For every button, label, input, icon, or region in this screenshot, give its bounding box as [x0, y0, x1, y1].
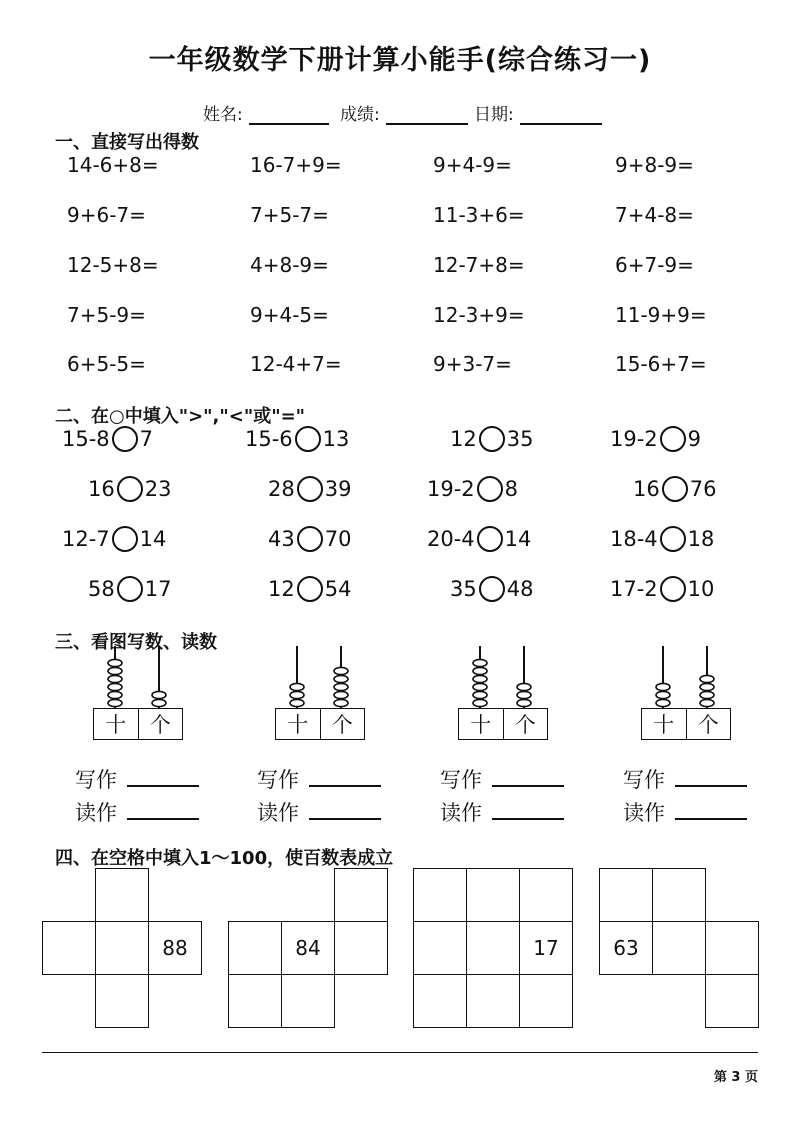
abacus-bead-ones: [517, 691, 531, 698]
hundred-chart-empty-cell[interactable]: [334, 868, 388, 922]
abacus-bead-tens: [473, 691, 487, 698]
hundred-chart-given-cell: 63: [599, 921, 653, 975]
abacus-bead-ones: [700, 699, 714, 706]
equation-item[interactable]: 11-3+6=: [433, 203, 525, 227]
hundred-chart-empty-cell[interactable]: [95, 921, 149, 975]
read-answer: [623, 797, 747, 827]
comparison-item: [427, 476, 518, 502]
comparison-left: 15-6: [245, 427, 293, 451]
answer-circle[interactable]: [297, 576, 323, 602]
abacus-bead-tens: [656, 699, 670, 706]
name-label: 姓名:: [203, 105, 243, 125]
hundred-chart-empty-cell[interactable]: [413, 921, 467, 975]
read-label: 读作: [623, 801, 665, 825]
read-answer: [440, 797, 564, 827]
hundred-chart-given-cell: 17: [519, 921, 573, 975]
comparison-right: 8: [504, 477, 519, 501]
equation-item[interactable]: 12-3+9=: [433, 303, 525, 327]
abacus: [93, 638, 181, 708]
write-label: 写作: [623, 768, 665, 792]
ones-label: 个: [320, 709, 365, 739]
answer-circle[interactable]: [112, 426, 138, 452]
tens-label: 十: [653, 713, 675, 737]
abacus-bead-tens: [108, 683, 122, 690]
abacus-bead-ones: [334, 699, 348, 706]
answer-circle[interactable]: [297, 526, 323, 552]
write-answer: [440, 764, 564, 794]
comparison-item: [62, 426, 153, 452]
answer-circle[interactable]: [660, 526, 686, 552]
comparison-right: 76: [689, 477, 717, 501]
comparison-right: 9: [687, 427, 702, 451]
tens-label: 十: [287, 713, 309, 737]
answer-circle[interactable]: [662, 476, 688, 502]
write-label: 写作: [440, 768, 482, 792]
read-answer: [257, 797, 381, 827]
comparison-item: [268, 576, 351, 602]
hundred-chart-empty-cell[interactable]: [519, 868, 573, 922]
abacus-bead-ones: [334, 675, 348, 682]
hundred-chart-empty-cell[interactable]: [42, 921, 96, 975]
equation-item[interactable]: 6+5-5=: [67, 352, 146, 376]
answer-circle[interactable]: [117, 576, 143, 602]
comparison-item: [62, 526, 166, 552]
place-value-box: [93, 708, 183, 740]
equation-item[interactable]: 12-5+8=: [67, 253, 159, 277]
write-blank[interactable]: [309, 785, 381, 787]
comparison-left: 12: [450, 427, 477, 451]
comparison-left: 12-7: [62, 527, 110, 551]
read-blank[interactable]: [309, 818, 381, 820]
comparison-left: 20-4: [427, 527, 475, 551]
comparison-right: 14: [504, 527, 532, 551]
abacus-bead-ones: [700, 691, 714, 698]
comparison-item: [633, 476, 716, 502]
abacus-bead-tens: [473, 667, 487, 674]
answer-circle[interactable]: [479, 576, 505, 602]
answer-circle[interactable]: [660, 576, 686, 602]
hundred-chart-empty-cell[interactable]: [334, 921, 388, 975]
answer-circle[interactable]: [479, 426, 505, 452]
abacus-bead-tens: [108, 675, 122, 682]
comparison-left: 15-8: [62, 427, 110, 451]
score-label: 成绩:: [340, 105, 380, 125]
ones-label: 个: [686, 709, 731, 739]
comparison-left: 16: [633, 477, 660, 501]
read-label: 读作: [257, 801, 299, 825]
hundred-chart-empty-cell[interactable]: [228, 921, 282, 975]
answer-circle[interactable]: [295, 426, 321, 452]
abacus-bead-tens: [108, 667, 122, 674]
comparison-right: 14: [139, 527, 167, 551]
abacus-bead-tens: [290, 683, 304, 690]
section1-heading: 一、直接写出得数: [55, 132, 199, 153]
hundred-chart-empty-cell[interactable]: [281, 974, 335, 1028]
comparison-item: [88, 576, 171, 602]
place-value-box: [641, 708, 731, 740]
equation-item[interactable]: 6+7-9=: [615, 253, 694, 277]
date-label: 日期:: [474, 105, 514, 125]
answer-circle[interactable]: [297, 476, 323, 502]
abacus-bead-ones: [517, 683, 531, 690]
read-label: 读作: [75, 801, 117, 825]
write-blank[interactable]: [675, 785, 747, 787]
date-field[interactable]: [474, 100, 602, 125]
comparison-item: [245, 426, 349, 452]
comparison-left: 28: [268, 477, 295, 501]
abacus-bead-ones: [517, 699, 531, 706]
comparison-right: 23: [144, 477, 172, 501]
equation-item[interactable]: 9+6-7=: [67, 203, 146, 227]
page-title: 一年级数学下册计算小能手(综合练习一): [148, 45, 652, 76]
abacus: [458, 638, 546, 708]
equation-item[interactable]: 11-9+9=: [615, 303, 707, 327]
abacus-bead-ones: [700, 675, 714, 682]
page-number: 第 3 页: [713, 1070, 758, 1085]
hundred-chart-empty-cell[interactable]: [652, 868, 706, 922]
equation-item[interactable]: 14-6+8=: [67, 153, 159, 177]
comparison-item: [427, 526, 531, 552]
read-blank[interactable]: [127, 818, 199, 820]
comparison-right: 35: [506, 427, 534, 451]
comparison-right: 54: [324, 577, 352, 601]
comparison-left: 19-2: [427, 477, 475, 501]
abacus-bead-ones: [334, 691, 348, 698]
abacus-bead-tens: [108, 699, 122, 706]
comparison-left: 12: [268, 577, 295, 601]
comparison-right: 18: [687, 527, 715, 551]
abacus: [641, 638, 729, 708]
hundred-chart-empty-cell[interactable]: [599, 868, 653, 922]
equation-item[interactable]: 9+8-9=: [615, 153, 694, 177]
equation-item[interactable]: 7+5-7=: [250, 203, 329, 227]
abacus-bead-tens: [108, 659, 122, 666]
equation-item[interactable]: 12-4+7=: [250, 352, 342, 376]
abacus-bead-ones: [334, 683, 348, 690]
answer-circle[interactable]: [477, 476, 503, 502]
comparison-item: [450, 576, 533, 602]
abacus-bead-tens: [290, 691, 304, 698]
comparison-right: 48: [506, 577, 534, 601]
section4-heading: 四、在空格中填入1～100，使百数表成立: [55, 848, 394, 869]
comparison-item: [268, 526, 351, 552]
comparison-left: 58: [88, 577, 115, 601]
comparison-item: [268, 476, 351, 502]
equation-item[interactable]: 9+3-7=: [433, 352, 512, 376]
comparison-right: 70: [324, 527, 352, 551]
hundred-chart-empty-cell[interactable]: [466, 868, 520, 922]
comparison-left: 43: [268, 527, 295, 551]
abacus: [275, 638, 363, 708]
comparison-left: 16: [88, 477, 115, 501]
write-label: 写作: [75, 768, 117, 792]
score-blank[interactable]: [386, 107, 468, 125]
answer-circle[interactable]: [117, 476, 143, 502]
read-blank[interactable]: [675, 818, 747, 820]
comparison-item: [450, 426, 533, 452]
comparison-left: 18-4: [610, 527, 658, 551]
read-answer: [75, 797, 199, 827]
write-answer: [257, 764, 381, 794]
hundred-chart-empty-cell[interactable]: [466, 974, 520, 1028]
hundred-chart-empty-cell[interactable]: [466, 921, 520, 975]
answer-circle[interactable]: [660, 426, 686, 452]
equation-item[interactable]: 9+4-5=: [250, 303, 329, 327]
read-label: 读作: [440, 801, 482, 825]
date-blank[interactable]: [520, 107, 602, 125]
hundred-chart-given-cell: 88: [148, 921, 202, 975]
name-field[interactable]: [203, 100, 329, 125]
hundred-chart-given-cell: 84: [281, 921, 335, 975]
comparison-right: 10: [687, 577, 715, 601]
ones-label: 个: [503, 709, 548, 739]
comparison-item: [610, 576, 714, 602]
comparison-item: [610, 526, 714, 552]
abacus-bead-tens: [473, 659, 487, 666]
comparison-left: 19-2: [610, 427, 658, 451]
write-label: 写作: [257, 768, 299, 792]
equation-item[interactable]: 15-6+7=: [615, 352, 707, 376]
abacus-bead-tens: [656, 683, 670, 690]
equation-item[interactable]: 16-7+9=: [250, 153, 342, 177]
score-field[interactable]: [340, 100, 468, 125]
equation-item[interactable]: 7+5-9=: [67, 303, 146, 327]
write-blank[interactable]: [492, 785, 564, 787]
hundred-chart-empty-cell[interactable]: [705, 974, 759, 1028]
abacus-bead-tens: [656, 691, 670, 698]
equation-item[interactable]: 12-7+8=: [433, 253, 525, 277]
comparison-right: 17: [144, 577, 172, 601]
equation-item[interactable]: 7+4-8=: [615, 203, 694, 227]
ones-label: 个: [138, 709, 183, 739]
hundred-chart-empty-cell[interactable]: [519, 974, 573, 1028]
write-blank[interactable]: [127, 785, 199, 787]
hundred-chart-empty-cell[interactable]: [95, 868, 149, 922]
abacus-bead-tens: [290, 699, 304, 706]
answer-circle[interactable]: [112, 526, 138, 552]
abacus-bead-tens: [108, 691, 122, 698]
equation-item[interactable]: 9+4-9=: [433, 153, 512, 177]
abacus-bead-tens: [473, 699, 487, 706]
footer-divider: [42, 1052, 758, 1053]
abacus-bead-ones: [152, 699, 166, 706]
equation-item[interactable]: 4+8-9=: [250, 253, 329, 277]
comparison-item: [88, 476, 171, 502]
hundred-chart-empty-cell[interactable]: [652, 921, 706, 975]
abacus-bead-ones: [334, 667, 348, 674]
comparison-item: [610, 426, 701, 452]
hundred-chart-empty-cell[interactable]: [413, 974, 467, 1028]
abacus-bead-tens: [473, 683, 487, 690]
abacus-bead-ones: [700, 683, 714, 690]
comparison-left: 17-2: [610, 577, 658, 601]
comparison-left: 35: [450, 577, 477, 601]
section3-heading: 三、看图写数、读数: [55, 632, 217, 653]
comparison-right: 39: [324, 477, 352, 501]
name-blank[interactable]: [249, 107, 329, 125]
hundred-chart-empty-cell[interactable]: [705, 921, 759, 975]
write-answer: [75, 764, 199, 794]
comparison-right: 7: [139, 427, 154, 451]
answer-circle[interactable]: [477, 526, 503, 552]
read-blank[interactable]: [492, 818, 564, 820]
comparison-right: 13: [322, 427, 350, 451]
hundred-chart-empty-cell[interactable]: [95, 974, 149, 1028]
tens-label: 十: [470, 713, 492, 737]
place-value-box: [458, 708, 548, 740]
section2-heading: 二、在○中填入">","<"或"=": [55, 406, 306, 427]
abacus-bead-tens: [473, 675, 487, 682]
hundred-chart-empty-cell[interactable]: [413, 868, 467, 922]
abacus-bead-ones: [152, 691, 166, 698]
place-value-box: [275, 708, 365, 740]
hundred-chart-empty-cell[interactable]: [228, 974, 282, 1028]
tens-label: 十: [105, 713, 127, 737]
write-answer: [623, 764, 747, 794]
